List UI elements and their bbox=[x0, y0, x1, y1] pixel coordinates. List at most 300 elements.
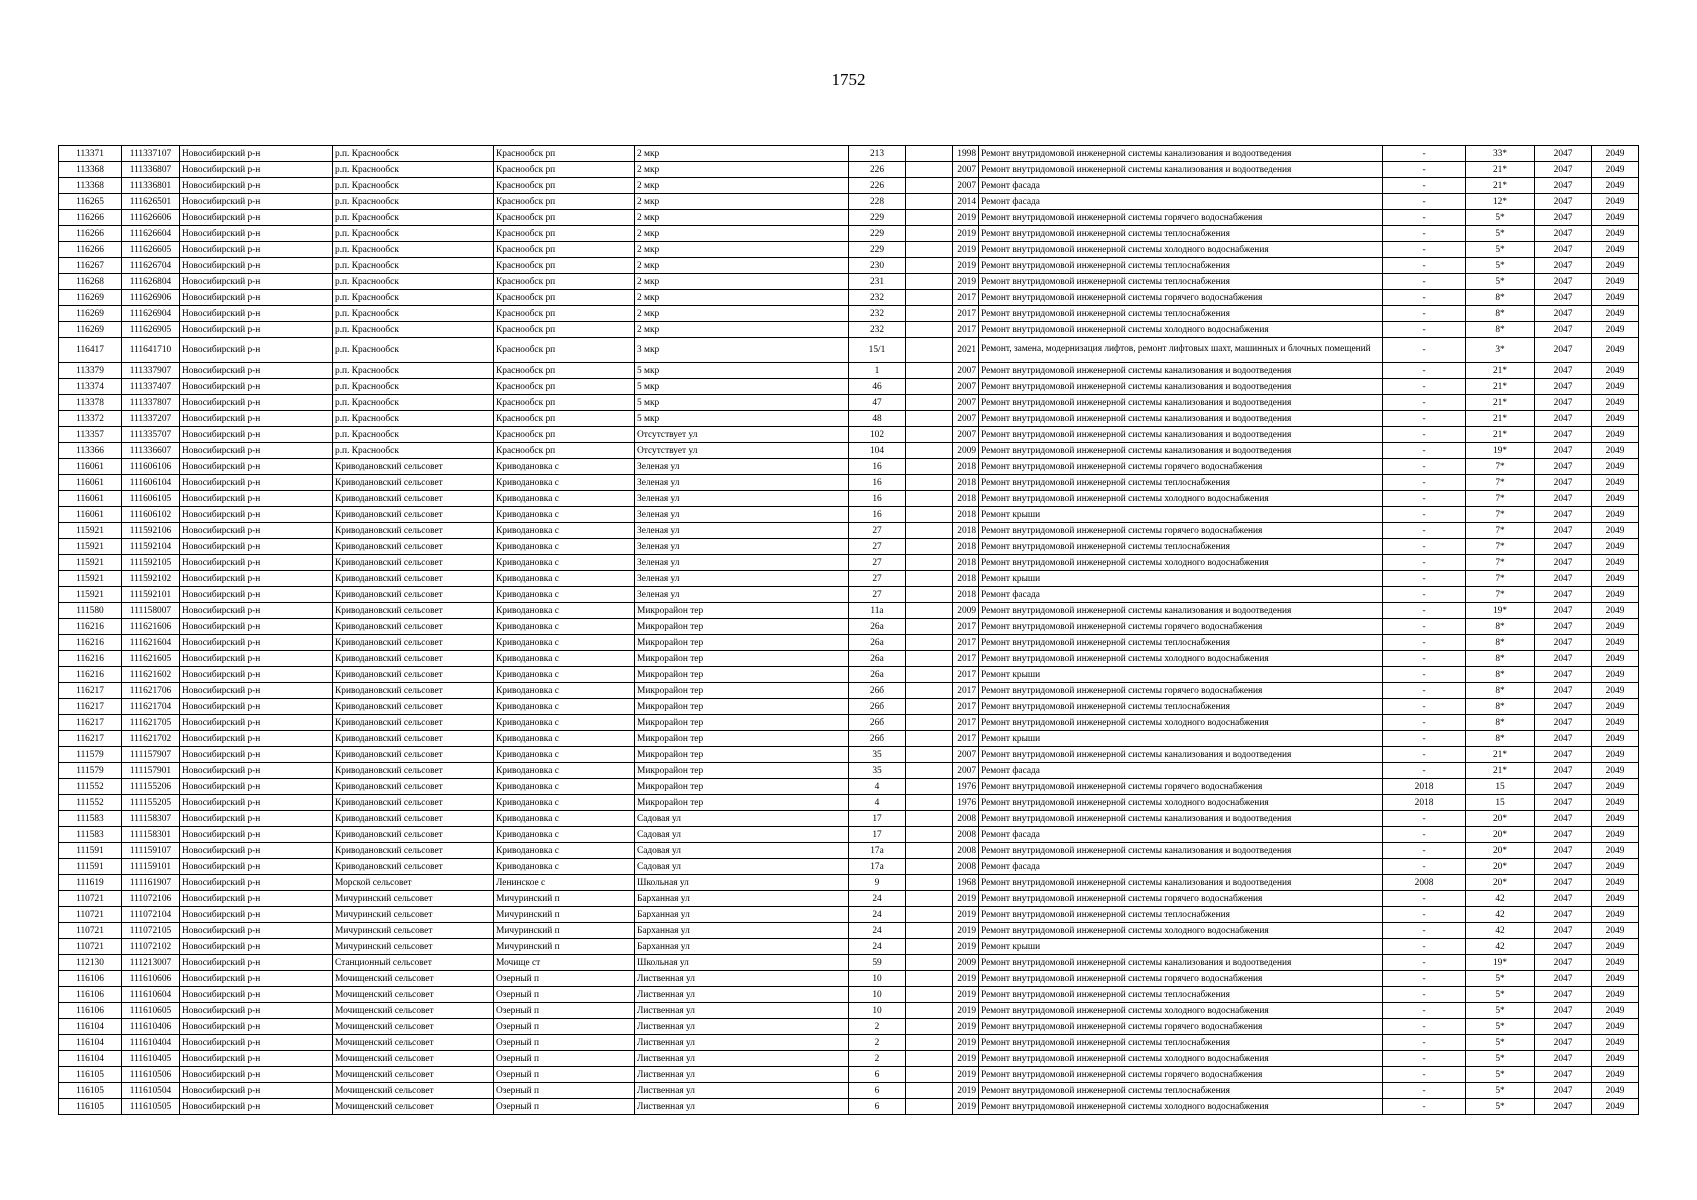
cell-year-built: 2008 bbox=[953, 827, 979, 843]
cell-plan-start-year: 2047 bbox=[1535, 715, 1592, 731]
cell-house-id: 116104 bbox=[59, 1019, 122, 1035]
cell-street: Школьная ул bbox=[635, 955, 849, 971]
cell-district: Новосибирский р-н bbox=[180, 363, 333, 379]
cell-settlement: Краснообск рп bbox=[494, 274, 635, 290]
cell-plan-start-year: 2047 bbox=[1535, 555, 1592, 571]
cell-wear-value: 42 bbox=[1466, 891, 1535, 907]
cell-plan-end-year: 2049 bbox=[1592, 395, 1639, 411]
cell-work-id: 111592106 bbox=[122, 523, 180, 539]
cell-work-type: Ремонт крыши bbox=[979, 507, 1383, 523]
cell-house-number: 27 bbox=[849, 571, 906, 587]
cell-last-repair-year: - bbox=[1383, 571, 1466, 587]
cell-wear-value: 8* bbox=[1466, 651, 1535, 667]
cell-municipality: Мичуринский сельсовет bbox=[333, 923, 494, 939]
cell-year-built: 2019 bbox=[953, 1099, 979, 1115]
cell-work-id: 111336607 bbox=[122, 443, 180, 459]
cell-house-id: 116266 bbox=[59, 226, 122, 242]
cell-work-id: 111621605 bbox=[122, 651, 180, 667]
cell-municipality: Криводановский сельсовет bbox=[333, 731, 494, 747]
cell-house-number: 15/1 bbox=[849, 338, 906, 363]
cell-wear-value: 42 bbox=[1466, 939, 1535, 955]
cell-municipality: Криводановский сельсовет bbox=[333, 843, 494, 859]
table-row bbox=[59, 242, 1639, 258]
cell-work-id: 111161907 bbox=[122, 875, 180, 891]
cell-wear-value: 12* bbox=[1466, 194, 1535, 210]
cell-house-number: 26а bbox=[849, 667, 906, 683]
cell-plan-start-year: 2047 bbox=[1535, 491, 1592, 507]
cell-street: Микрорайон тер bbox=[635, 731, 849, 747]
cell-house-id: 111552 bbox=[59, 779, 122, 795]
cell-last-repair-year: - bbox=[1383, 539, 1466, 555]
cell-plan-start-year: 2047 bbox=[1535, 507, 1592, 523]
cell-year-built: 2018 bbox=[953, 475, 979, 491]
cell-work-id: 111626501 bbox=[122, 194, 180, 210]
cell-last-repair-year: - bbox=[1383, 443, 1466, 459]
cell-year-built: 2014 bbox=[953, 194, 979, 210]
cell-house-id: 116268 bbox=[59, 274, 122, 290]
cell-street: Микрорайон тер bbox=[635, 667, 849, 683]
cell-work-type: Ремонт внутридомовой инженерной системы теплоснабжения bbox=[979, 274, 1383, 290]
cell-house-id: 111583 bbox=[59, 827, 122, 843]
cell-work-type: Ремонт внутридомовой инженерной системы горячего водоснабжения bbox=[979, 459, 1383, 475]
cell-plan-end-year: 2049 bbox=[1592, 1083, 1639, 1099]
cell-settlement: Мичуринский п bbox=[494, 923, 635, 939]
table-row bbox=[59, 1051, 1639, 1067]
cell-house-id: 116417 bbox=[59, 338, 122, 363]
table-row bbox=[59, 338, 1639, 363]
cell-plan-end-year: 2049 bbox=[1592, 763, 1639, 779]
cell-settlement: Криводановка с bbox=[494, 491, 635, 507]
cell-district: Новосибирский р-н bbox=[180, 274, 333, 290]
cell-house-id: 116061 bbox=[59, 491, 122, 507]
cell-house-number: 16 bbox=[849, 491, 906, 507]
cell-municipality: Мичуринский сельсовет bbox=[333, 891, 494, 907]
cell-work-id: 111592102 bbox=[122, 571, 180, 587]
cell-last-repair-year: - bbox=[1383, 1035, 1466, 1051]
cell-settlement: Краснообск рп bbox=[494, 443, 635, 459]
cell-wear-value: 5* bbox=[1466, 1083, 1535, 1099]
cell-plan-end-year: 2049 bbox=[1592, 619, 1639, 635]
cell-municipality: Станционный сельсовет bbox=[333, 955, 494, 971]
cell-street: Садовая ул bbox=[635, 859, 849, 875]
cell-year-built: 2019 bbox=[953, 891, 979, 907]
cell-municipality: р.п. Краснообск bbox=[333, 226, 494, 242]
table-row bbox=[59, 699, 1639, 715]
cell-street: 2 мкр bbox=[635, 258, 849, 274]
cell-house-id: 116269 bbox=[59, 322, 122, 338]
cell-municipality: р.п. Краснообск bbox=[333, 395, 494, 411]
cell-last-repair-year: 2018 bbox=[1383, 779, 1466, 795]
cell-last-repair-year: - bbox=[1383, 290, 1466, 306]
cell-work-type: Ремонт внутридомовой инженерной системы канализования и водоотведения bbox=[979, 411, 1383, 427]
cell-wear-value: 21* bbox=[1466, 747, 1535, 763]
cell-work-id: 111621704 bbox=[122, 699, 180, 715]
cell-district: Новосибирский р-н bbox=[180, 242, 333, 258]
cell-house-id: 116266 bbox=[59, 242, 122, 258]
cell-municipality: р.п. Краснообск bbox=[333, 274, 494, 290]
cell-work-id: 111621602 bbox=[122, 667, 180, 683]
cell-district: Новосибирский р-н bbox=[180, 779, 333, 795]
cell-year-built: 2018 bbox=[953, 507, 979, 523]
cell-municipality: р.п. Краснообск bbox=[333, 338, 494, 363]
cell-plan-end-year: 2049 bbox=[1592, 162, 1639, 178]
table-row bbox=[59, 619, 1639, 635]
cell-plan-end-year: 2049 bbox=[1592, 811, 1639, 827]
cell-settlement: Краснообск рп bbox=[494, 258, 635, 274]
table-row bbox=[59, 811, 1639, 827]
cell-municipality: Криводановский сельсовет bbox=[333, 619, 494, 635]
cell-wear-value: 7* bbox=[1466, 459, 1535, 475]
cell-street: Лиственная ул bbox=[635, 1003, 849, 1019]
cell-last-repair-year: - bbox=[1383, 699, 1466, 715]
cell-work-type: Ремонт крыши bbox=[979, 731, 1383, 747]
table-row bbox=[59, 955, 1639, 971]
table-row bbox=[59, 747, 1639, 763]
table-row bbox=[59, 731, 1639, 747]
cell-blank-cell bbox=[906, 443, 953, 459]
cell-work-id: 111610504 bbox=[122, 1083, 180, 1099]
cell-house-id: 115921 bbox=[59, 587, 122, 603]
cell-plan-start-year: 2047 bbox=[1535, 338, 1592, 363]
cell-year-built: 1998 bbox=[953, 146, 979, 162]
cell-municipality: р.п. Краснообск bbox=[333, 427, 494, 443]
cell-house-id: 112130 bbox=[59, 955, 122, 971]
cell-work-type: Ремонт внутридомовой инженерной системы холодного водоснабжения bbox=[979, 322, 1383, 338]
cell-last-repair-year: - bbox=[1383, 395, 1466, 411]
cell-district: Новосибирский р-н bbox=[180, 1099, 333, 1115]
cell-work-type: Ремонт внутридомовой инженерной системы теплоснабжения bbox=[979, 1035, 1383, 1051]
cell-plan-end-year: 2049 bbox=[1592, 459, 1639, 475]
cell-last-repair-year: - bbox=[1383, 955, 1466, 971]
cell-municipality: Криводановский сельсовет bbox=[333, 539, 494, 555]
cell-municipality: р.п. Краснообск bbox=[333, 411, 494, 427]
cell-last-repair-year: - bbox=[1383, 843, 1466, 859]
cell-municipality: р.п. Краснообск bbox=[333, 178, 494, 194]
cell-house-number: 1 bbox=[849, 363, 906, 379]
cell-plan-start-year: 2047 bbox=[1535, 194, 1592, 210]
cell-wear-value: 20* bbox=[1466, 827, 1535, 843]
cell-last-repair-year: - bbox=[1383, 683, 1466, 699]
cell-house-number: 24 bbox=[849, 923, 906, 939]
cell-district: Новосибирский р-н bbox=[180, 891, 333, 907]
cell-plan-end-year: 2049 bbox=[1592, 715, 1639, 731]
cell-work-type: Ремонт внутридомовой инженерной системы канализования и водоотведения bbox=[979, 955, 1383, 971]
cell-work-type: Ремонт внутридомовой инженерной системы теплоснабжения bbox=[979, 907, 1383, 923]
cell-plan-start-year: 2047 bbox=[1535, 475, 1592, 491]
table-row bbox=[59, 715, 1639, 731]
cell-last-repair-year: - bbox=[1383, 635, 1466, 651]
cell-last-repair-year: - bbox=[1383, 427, 1466, 443]
cell-blank-cell bbox=[906, 274, 953, 290]
cell-blank-cell bbox=[906, 1003, 953, 1019]
cell-municipality: Мочищенский сельсовет bbox=[333, 1051, 494, 1067]
table-row bbox=[59, 507, 1639, 523]
cell-settlement: Озерный п bbox=[494, 1035, 635, 1051]
cell-plan-start-year: 2047 bbox=[1535, 635, 1592, 651]
cell-street: Микрорайон тер bbox=[635, 683, 849, 699]
cell-work-type: Ремонт фасада bbox=[979, 587, 1383, 603]
cell-year-built: 1976 bbox=[953, 779, 979, 795]
cell-last-repair-year: - bbox=[1383, 1019, 1466, 1035]
cell-house-id: 116061 bbox=[59, 507, 122, 523]
cell-house-id: 113372 bbox=[59, 411, 122, 427]
cell-house-number: 47 bbox=[849, 395, 906, 411]
cell-settlement: Краснообск рп bbox=[494, 306, 635, 322]
cell-work-type: Ремонт внутридомовой инженерной системы теплоснабжения bbox=[979, 539, 1383, 555]
table-row bbox=[59, 363, 1639, 379]
cell-house-number: 226 bbox=[849, 162, 906, 178]
cell-settlement: Криводановка с bbox=[494, 539, 635, 555]
cell-district: Новосибирский р-н bbox=[180, 955, 333, 971]
cell-plan-start-year: 2047 bbox=[1535, 603, 1592, 619]
cell-last-repair-year: - bbox=[1383, 146, 1466, 162]
cell-blank-cell bbox=[906, 619, 953, 635]
cell-wear-value: 8* bbox=[1466, 683, 1535, 699]
cell-work-type: Ремонт крыши bbox=[979, 571, 1383, 587]
cell-last-repair-year: - bbox=[1383, 603, 1466, 619]
cell-work-type: Ремонт внутридомовой инженерной системы горячего водоснабжения bbox=[979, 290, 1383, 306]
cell-street: 2 мкр bbox=[635, 226, 849, 242]
cell-plan-end-year: 2049 bbox=[1592, 1051, 1639, 1067]
cell-work-type: Ремонт внутридомовой инженерной системы теплоснабжения bbox=[979, 475, 1383, 491]
cell-plan-start-year: 2047 bbox=[1535, 274, 1592, 290]
cell-work-id: 111610404 bbox=[122, 1035, 180, 1051]
cell-work-id: 111155206 bbox=[122, 779, 180, 795]
cell-street: Лиственная ул bbox=[635, 1035, 849, 1051]
cell-settlement: Краснообск рп bbox=[494, 162, 635, 178]
cell-work-type: Ремонт фасада bbox=[979, 827, 1383, 843]
cell-wear-value: 20* bbox=[1466, 811, 1535, 827]
cell-plan-start-year: 2047 bbox=[1535, 363, 1592, 379]
cell-settlement: Озерный п bbox=[494, 1083, 635, 1099]
cell-year-built: 2007 bbox=[953, 395, 979, 411]
cell-house-id: 116061 bbox=[59, 475, 122, 491]
cell-street: Лиственная ул bbox=[635, 1099, 849, 1115]
cell-last-repair-year: - bbox=[1383, 523, 1466, 539]
cell-settlement: Краснообск рп bbox=[494, 363, 635, 379]
cell-street: Зеленая ул bbox=[635, 491, 849, 507]
cell-plan-start-year: 2047 bbox=[1535, 443, 1592, 459]
cell-wear-value: 7* bbox=[1466, 475, 1535, 491]
cell-year-built: 2007 bbox=[953, 162, 979, 178]
cell-house-number: 27 bbox=[849, 523, 906, 539]
cell-work-type: Ремонт внутридомовой инженерной системы теплоснабжения bbox=[979, 987, 1383, 1003]
cell-municipality: Криводановский сельсовет bbox=[333, 475, 494, 491]
cell-last-repair-year: - bbox=[1383, 907, 1466, 923]
cell-plan-start-year: 2047 bbox=[1535, 1003, 1592, 1019]
cell-settlement: Озерный п bbox=[494, 1067, 635, 1083]
cell-settlement: Краснообск рп bbox=[494, 338, 635, 363]
cell-settlement: Мичуринский п bbox=[494, 891, 635, 907]
cell-year-built: 2019 bbox=[953, 923, 979, 939]
cell-settlement: Краснообск рп bbox=[494, 411, 635, 427]
cell-plan-end-year: 2049 bbox=[1592, 683, 1639, 699]
cell-last-repair-year: - bbox=[1383, 923, 1466, 939]
cell-plan-start-year: 2047 bbox=[1535, 811, 1592, 827]
cell-house-id: 110721 bbox=[59, 907, 122, 923]
cell-blank-cell bbox=[906, 939, 953, 955]
cell-plan-start-year: 2047 bbox=[1535, 907, 1592, 923]
table-row bbox=[59, 555, 1639, 571]
cell-year-built: 2009 bbox=[953, 443, 979, 459]
cell-blank-cell bbox=[906, 363, 953, 379]
table-row bbox=[59, 379, 1639, 395]
cell-house-id: 115921 bbox=[59, 571, 122, 587]
cell-work-type: Ремонт внутридомовой инженерной системы холодного водоснабжения bbox=[979, 555, 1383, 571]
cell-municipality: Криводановский сельсовет bbox=[333, 683, 494, 699]
cell-year-built: 2019 bbox=[953, 226, 979, 242]
cell-wear-value: 7* bbox=[1466, 587, 1535, 603]
cell-year-built: 2007 bbox=[953, 411, 979, 427]
cell-settlement: Криводановка с bbox=[494, 747, 635, 763]
cell-work-id: 111626906 bbox=[122, 290, 180, 306]
cell-blank-cell bbox=[906, 603, 953, 619]
cell-year-built: 2018 bbox=[953, 539, 979, 555]
cell-municipality: Криводановский сельсовет bbox=[333, 491, 494, 507]
cell-wear-value: 21* bbox=[1466, 363, 1535, 379]
cell-house-id: 116217 bbox=[59, 715, 122, 731]
cell-year-built: 2019 bbox=[953, 210, 979, 226]
cell-street: Зеленая ул bbox=[635, 523, 849, 539]
cell-street: 2 мкр bbox=[635, 290, 849, 306]
cell-settlement: Криводановка с bbox=[494, 731, 635, 747]
cell-work-type: Ремонт внутридомовой инженерной системы канализования и водоотведения bbox=[979, 875, 1383, 891]
cell-wear-value: 7* bbox=[1466, 491, 1535, 507]
cell-house-id: 116106 bbox=[59, 987, 122, 1003]
cell-street: Зеленая ул bbox=[635, 475, 849, 491]
cell-work-id: 111337207 bbox=[122, 411, 180, 427]
cell-plan-end-year: 2049 bbox=[1592, 891, 1639, 907]
cell-plan-end-year: 2049 bbox=[1592, 290, 1639, 306]
cell-municipality: р.п. Краснообск bbox=[333, 146, 494, 162]
cell-house-id: 116216 bbox=[59, 619, 122, 635]
cell-year-built: 2018 bbox=[953, 555, 979, 571]
cell-work-id: 111626904 bbox=[122, 306, 180, 322]
cell-year-built: 2007 bbox=[953, 178, 979, 194]
cell-plan-end-year: 2049 bbox=[1592, 779, 1639, 795]
cell-plan-end-year: 2049 bbox=[1592, 1099, 1639, 1115]
cell-district: Новосибирский р-н bbox=[180, 843, 333, 859]
cell-municipality: Криводановский сельсовет bbox=[333, 555, 494, 571]
cell-house-number: 17 bbox=[849, 811, 906, 827]
cell-municipality: Криводановский сельсовет bbox=[333, 667, 494, 683]
cell-year-built: 2019 bbox=[953, 1019, 979, 1035]
cell-work-id: 111337807 bbox=[122, 395, 180, 411]
cell-district: Новосибирский р-н bbox=[180, 210, 333, 226]
cell-district: Новосибирский р-н bbox=[180, 939, 333, 955]
cell-plan-end-year: 2049 bbox=[1592, 258, 1639, 274]
cell-blank-cell bbox=[906, 1035, 953, 1051]
cell-work-id: 111072105 bbox=[122, 923, 180, 939]
table-row bbox=[59, 587, 1639, 603]
page-number: 1752 bbox=[831, 70, 866, 89]
cell-district: Новосибирский р-н bbox=[180, 459, 333, 475]
cell-wear-value: 5* bbox=[1466, 1035, 1535, 1051]
cell-work-type: Ремонт фасада bbox=[979, 178, 1383, 194]
cell-work-id: 111621606 bbox=[122, 619, 180, 635]
cell-municipality: р.п. Краснообск bbox=[333, 443, 494, 459]
cell-district: Новосибирский р-н bbox=[180, 827, 333, 843]
table-row bbox=[59, 226, 1639, 242]
cell-plan-start-year: 2047 bbox=[1535, 322, 1592, 338]
cell-last-repair-year: - bbox=[1383, 178, 1466, 194]
cell-work-id: 111157907 bbox=[122, 747, 180, 763]
cell-work-type: Ремонт внутридомовой инженерной системы горячего водоснабжения bbox=[979, 523, 1383, 539]
cell-street: 2 мкр bbox=[635, 210, 849, 226]
cell-plan-end-year: 2049 bbox=[1592, 731, 1639, 747]
cell-work-id: 111641710 bbox=[122, 338, 180, 363]
cell-house-id: 116104 bbox=[59, 1035, 122, 1051]
cell-blank-cell bbox=[906, 635, 953, 651]
cell-house-number: 213 bbox=[849, 146, 906, 162]
cell-year-built: 2007 bbox=[953, 379, 979, 395]
cell-last-repair-year: - bbox=[1383, 338, 1466, 363]
cell-plan-start-year: 2047 bbox=[1535, 683, 1592, 699]
cell-wear-value: 5* bbox=[1466, 1099, 1535, 1115]
cell-plan-end-year: 2049 bbox=[1592, 795, 1639, 811]
table-row bbox=[59, 907, 1639, 923]
cell-blank-cell bbox=[906, 571, 953, 587]
cell-house-number: 27 bbox=[849, 555, 906, 571]
cell-plan-start-year: 2047 bbox=[1535, 379, 1592, 395]
cell-plan-start-year: 2047 bbox=[1535, 987, 1592, 1003]
cell-plan-start-year: 2047 bbox=[1535, 1019, 1592, 1035]
cell-street: Микрорайон тер bbox=[635, 635, 849, 651]
cell-street: Барханная ул bbox=[635, 923, 849, 939]
cell-house-id: 116105 bbox=[59, 1099, 122, 1115]
cell-work-type: Ремонт внутридомовой инженерной системы теплоснабжения bbox=[979, 226, 1383, 242]
cell-year-built: 2009 bbox=[953, 955, 979, 971]
cell-year-built: 2017 bbox=[953, 667, 979, 683]
cell-settlement: Криводановка с bbox=[494, 827, 635, 843]
cell-settlement: Криводановка с bbox=[494, 603, 635, 619]
table-row bbox=[59, 1003, 1639, 1019]
table-row bbox=[59, 210, 1639, 226]
cell-municipality: Мочищенский сельсовет bbox=[333, 1067, 494, 1083]
cell-plan-end-year: 2049 bbox=[1592, 1035, 1639, 1051]
cell-year-built: 1968 bbox=[953, 875, 979, 891]
cell-wear-value: 5* bbox=[1466, 210, 1535, 226]
cell-wear-value: 5* bbox=[1466, 258, 1535, 274]
cell-wear-value: 21* bbox=[1466, 411, 1535, 427]
cell-year-built: 2018 bbox=[953, 571, 979, 587]
cell-district: Новосибирский р-н bbox=[180, 635, 333, 651]
cell-plan-end-year: 2049 bbox=[1592, 987, 1639, 1003]
cell-plan-start-year: 2047 bbox=[1535, 162, 1592, 178]
cell-blank-cell bbox=[906, 395, 953, 411]
cell-blank-cell bbox=[906, 1083, 953, 1099]
cell-work-id: 111610605 bbox=[122, 1003, 180, 1019]
cell-plan-end-year: 2049 bbox=[1592, 1067, 1639, 1083]
cell-house-number: 11а bbox=[849, 603, 906, 619]
cell-district: Новосибирский р-н bbox=[180, 475, 333, 491]
cell-blank-cell bbox=[906, 555, 953, 571]
cell-work-id: 111626804 bbox=[122, 274, 180, 290]
table-row bbox=[59, 162, 1639, 178]
cell-district: Новосибирский р-н bbox=[180, 1035, 333, 1051]
cell-street: Микрорайон тер bbox=[635, 779, 849, 795]
cell-plan-start-year: 2047 bbox=[1535, 667, 1592, 683]
cell-street: 2 мкр bbox=[635, 306, 849, 322]
cell-district: Новосибирский р-н bbox=[180, 1083, 333, 1099]
cell-street: Садовая ул bbox=[635, 843, 849, 859]
cell-wear-value: 21* bbox=[1466, 379, 1535, 395]
cell-street: Школьная ул bbox=[635, 875, 849, 891]
cell-blank-cell bbox=[906, 427, 953, 443]
cell-work-id: 111155205 bbox=[122, 795, 180, 811]
cell-house-number: 24 bbox=[849, 907, 906, 923]
cell-street: Лиственная ул bbox=[635, 987, 849, 1003]
